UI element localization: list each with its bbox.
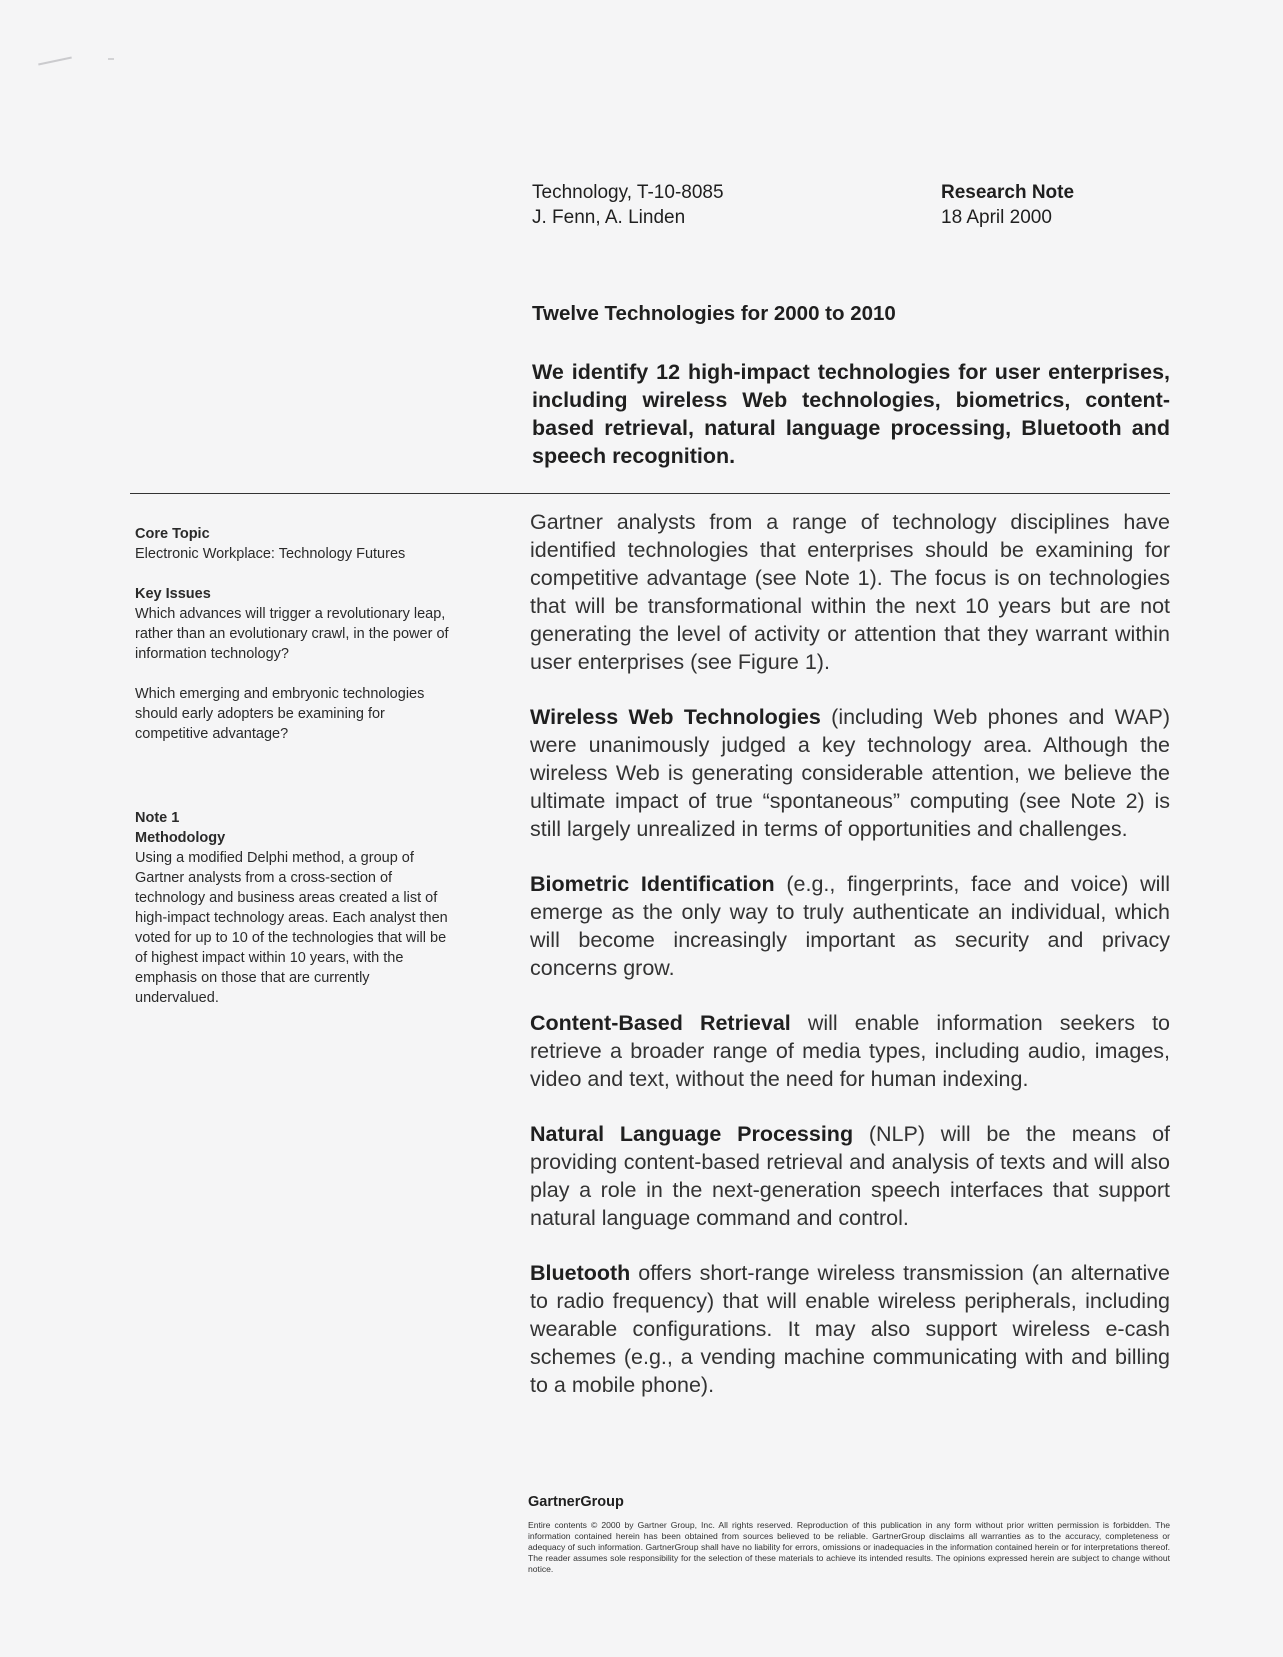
section-paragraph bbox=[530, 870, 1170, 982]
document-date: 18 April 2000 bbox=[941, 207, 1052, 228]
key-issues-label: Key Issues bbox=[135, 586, 211, 602]
section-text: will enable information seekers to retrieve a broader range of media types, including audio, images, video and text, without the need for human indexing. bbox=[530, 1011, 1171, 1091]
section-divider bbox=[130, 493, 1170, 494]
section-term: Content-Based Retrieval bbox=[530, 1011, 791, 1035]
key-issue-1: Which advances will trigger a revolutionary leap, rather than an evolutionary crawl, in the power of information technology? bbox=[135, 606, 449, 662]
section-paragraph bbox=[530, 1120, 1170, 1232]
document-abstract: We identify 12 high-impact technologies for user enterprises, including wireless Web technologies, biometrics, content-based retrieval, natural language processing, Bluetooth and speech recognition. bbox=[532, 360, 1170, 468]
section-text: offers short-range wireless transmission (an alternative to radio frequency) that will enable wireless peripherals, including wearable configurations. It may also support wireless e-cash schemes (e.g., a vending machine communicating with and billing to a mobile phone). bbox=[530, 1261, 1170, 1397]
core-topic-block bbox=[135, 524, 453, 564]
section-paragraph bbox=[530, 1259, 1170, 1399]
section-term: Wireless Web Technologies bbox=[530, 705, 821, 729]
document-title: Twelve Technologies for 2000 to 2010 bbox=[532, 302, 896, 325]
intro-paragraph: Gartner analysts from a range of technology disciplines have identified technologies that enterprises should be examining for competitive advantage (see Note 1). The focus is on technologies that will be transformational within the next 10 years but are not generating the level of activity or attention that they warrant within user enterprises (see Figure 1). bbox=[530, 510, 1170, 674]
scan-artifact-mark bbox=[38, 56, 72, 65]
main-body bbox=[530, 508, 1170, 1426]
footer-legal-notice: Entire contents © 2000 by Gartner Group, Inc. All rights reserved. Reproduction of this publication in any form without prior written permission is forbidden. The information contained herein has been obtained from sources believed to be reliable. GartnerGroup disclaims all warranties as to the accuracy, completeness or adequacy of such information. GartnerGroup shall have no liability for errors, omissions or inadequacies in the information contained herein or for interpretations thereof. The reader assumes sole responsibility for the selection of these materials to achieve its intended results. The opinions expressed herein are subject to change without notice. bbox=[528, 1520, 1170, 1574]
note-title: Methodology bbox=[135, 830, 226, 846]
document-metadata bbox=[532, 180, 724, 230]
section-text: (including Web phones and WAP) were unanimously judged a key technology area. Although the wireless Web is generating considerable attention, we believe the ultimate impact of true “spontaneous” computing (see Note 2) is still largely unrealized in terms of opportunities and challenges. bbox=[530, 705, 1170, 841]
section-text: (e.g., fingerprints, face and voice) will emerge as the only way to truly authenticate an individual, which will become increasingly important as security and privacy concerns grow. bbox=[530, 872, 1170, 980]
section-paragraph bbox=[530, 703, 1170, 843]
document-type: Research Note bbox=[941, 182, 1075, 203]
footer-brand: GartnerGroup bbox=[528, 1494, 624, 1510]
document-reference: Technology, T-10-8085 bbox=[532, 182, 724, 203]
note-label: Note 1 bbox=[135, 810, 180, 826]
section-term: Bluetooth bbox=[530, 1261, 631, 1285]
document-authors: J. Fenn, A. Linden bbox=[532, 207, 686, 228]
core-topic-label: Core Topic bbox=[135, 526, 210, 542]
key-issues-block bbox=[135, 584, 453, 664]
sidebar bbox=[135, 524, 453, 1028]
key-issue-2: Which emerging and embryonic technologies should early adopters be examining for competitive advantage? bbox=[135, 686, 425, 742]
scan-artifact-dot bbox=[108, 58, 114, 60]
document-type-block bbox=[941, 180, 1074, 230]
section-paragraph bbox=[530, 1009, 1170, 1093]
note-text: Using a modified Delphi method, a group of Gartner analysts from a cross-section of technology and business areas created a list of high-impact technology areas. Each analyst then voted for up to 10 of the technologies that will be of highest impact within 10 years, with the emphasis on those that are currently undervalued. bbox=[135, 850, 448, 1006]
section-term: Biometric Identification bbox=[530, 872, 775, 896]
section-term: Natural Language Processing bbox=[530, 1122, 854, 1146]
section-text: (NLP) will be the means of providing content-based retrieval and analysis of texts and will also play a role in the next-generation speech interfaces that support natural language command and control. bbox=[530, 1122, 1170, 1230]
core-topic-value: Electronic Workplace: Technology Futures bbox=[135, 546, 406, 562]
note-1-block bbox=[135, 808, 453, 1008]
key-issue-2-block bbox=[135, 684, 453, 744]
